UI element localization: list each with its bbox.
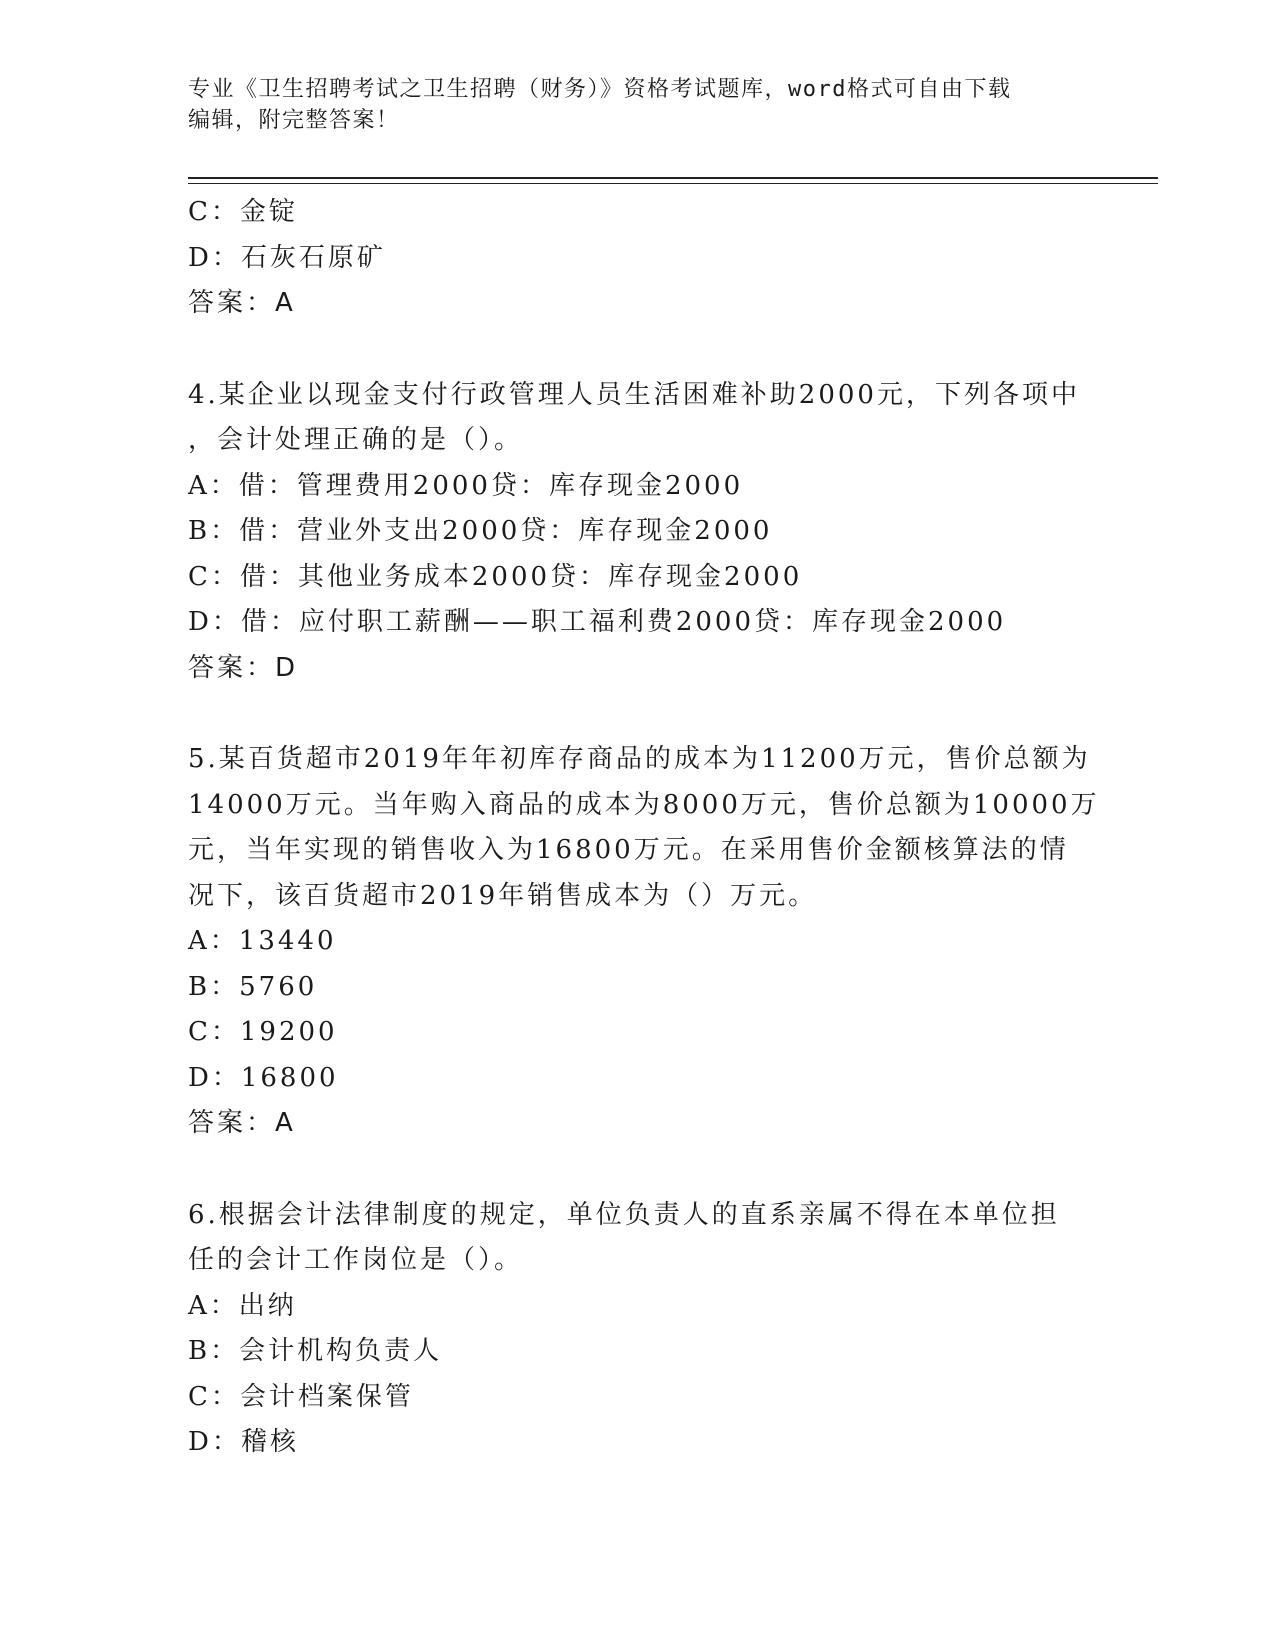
spacer: [188, 1147, 1088, 1193]
option-d: D：石灰石原矿: [188, 242, 386, 273]
answer: 答案：A: [188, 288, 296, 318]
question-list: [188, 190, 1100, 1466]
option-d: D：借：应付职工薪酬——职工福利费2000贷：库存现金2000: [188, 607, 1007, 637]
question-stem: 4.某企业以现金支付行政管理人员生活困难补助2000元，下列各项中: [188, 379, 1080, 410]
question-stem: 5.某百货超市2019年年初库存商品的成本为11200万元，售价总额为: [188, 744, 1091, 774]
option-c: C：借：其他业务成本2000贷：库存现金2000: [188, 561, 803, 592]
answer: 答案：D: [188, 652, 299, 683]
option-b: B：5760: [188, 971, 318, 1002]
answer: 答案：A: [188, 1108, 296, 1138]
header-line-1: 专业《卫生招聘考试之卫生招聘（财务）》资格考试题库，word格式可自由下载: [188, 77, 1012, 102]
question-6: [188, 1193, 1088, 1466]
option-c: C：19200: [188, 1017, 338, 1047]
option-c: C：会计档案保管: [188, 1381, 414, 1412]
question-stem: 任的会计工作岗位是（）。: [188, 1245, 524, 1275]
option-b: B：借：营业外支出2000贷：库存现金2000: [188, 516, 773, 546]
option-d: D：稽核: [188, 1427, 299, 1457]
option-a: A：出纳: [188, 1290, 297, 1321]
spacer: [188, 327, 1088, 373]
question-stem: 14000万元。当年购入商品的成本为8000万元，售价总额为10000万: [188, 789, 1100, 820]
question-stem: 元，当年实现的销售收入为16800万元。在采用售价金额核算法的情: [188, 835, 1069, 865]
question-stem: 况下，该百货超市2019年销售成本为（）万元。: [188, 880, 818, 911]
option-c: C：金锭: [188, 197, 298, 227]
option-d: D：16800: [188, 1062, 339, 1093]
header-divider-thin: [188, 183, 1158, 184]
header-divider-thick: [188, 177, 1158, 179]
option-a: A：借：管理费用2000贷：库存现金2000: [188, 470, 744, 501]
option-b: B：会计机构负责人: [188, 1336, 443, 1366]
page-header: [188, 74, 1088, 136]
question-4: [188, 373, 1088, 692]
header-line-2: 编辑，附完整答案！: [188, 108, 400, 133]
question-stem: ，会计处理正确的是（）。: [188, 425, 524, 455]
spacer: [188, 691, 1088, 737]
question-5: [188, 737, 1100, 1147]
question-stem: 6.根据会计法律制度的规定，单位负责人的直系亲属不得在本单位担: [188, 1199, 1060, 1230]
question-3-tail: [188, 190, 1088, 327]
option-a: A：13440: [188, 926, 337, 956]
